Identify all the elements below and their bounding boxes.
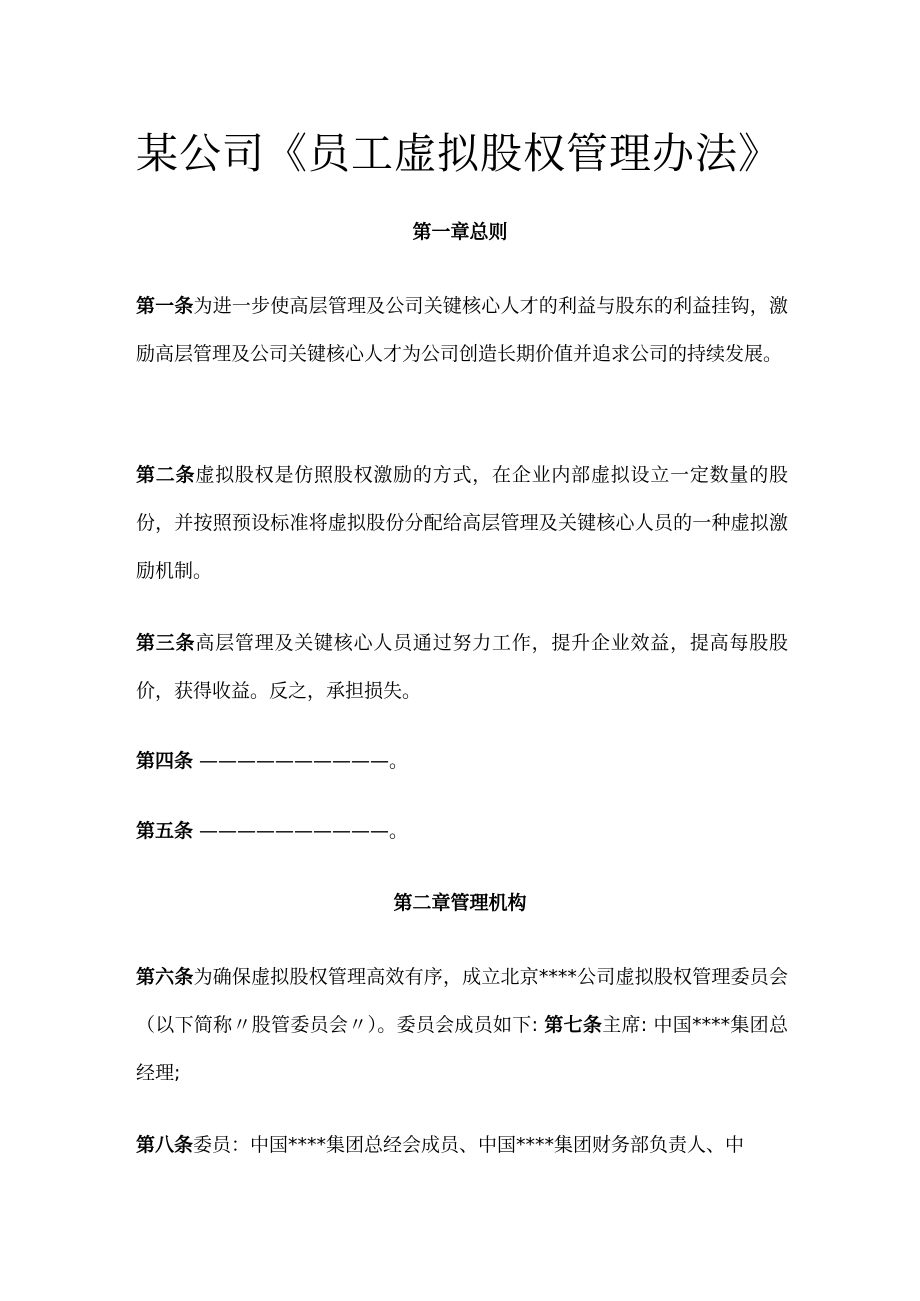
article-label: 第八条 xyxy=(136,1134,194,1156)
article-6 xyxy=(136,953,788,1097)
article-text: ——————————。 xyxy=(193,820,409,842)
article-4 xyxy=(136,737,788,785)
chapter-heading-management-body: 第二章管理机构 xyxy=(393,892,527,914)
article-7-text: 主席: 中国****集团总经理; xyxy=(136,1014,788,1084)
article-3 xyxy=(136,619,788,715)
article-8 xyxy=(136,1121,788,1169)
article-label: 第三条 xyxy=(136,632,196,654)
article-1 xyxy=(136,282,788,378)
article-label: 第二条 xyxy=(136,464,196,486)
article-text: 为进一步使高层管理及公司关键核心人才的利益与股东的利益挂钩，激励高层管理及公司关键核心人才为公司创造长期价值并追求公司的持续发展。 xyxy=(136,295,788,365)
article-text: 高层管理及关键核心人员通过努力工作，提升企业效益，提高每股股价，获得收益。反之，承担损失。 xyxy=(136,632,788,702)
article-label: 第五条 xyxy=(136,820,194,842)
article-label: 第一条 xyxy=(136,295,194,317)
article-text: 为确保虚拟股权管理高效有序，成立北京****公司虚拟股权管理委员会（以下简称〃股管委员会〃）。委员会成员如下: xyxy=(136,966,788,1036)
document-title: 某公司《员工虚拟股权管理办法》 xyxy=(136,129,782,178)
article-7-label: 第七条 xyxy=(544,1014,603,1036)
article-label: 第六条 xyxy=(136,966,194,988)
article-5 xyxy=(136,807,788,855)
article-2 xyxy=(136,451,788,595)
article-text: ——————————。 xyxy=(193,750,409,772)
chapter-heading-general-provisions: 第一章总则 xyxy=(412,221,508,243)
article-text: 委员：中国****集团总经会成员、中国****集团财务部负责人、中 xyxy=(193,1134,745,1156)
article-text: 虚拟股权是仿照股权激励的方式，在企业内部虚拟设立一定数量的股份，并按照预设标准将虚拟股份分配给高层管理及关键核心人员的一种虚拟激励机制。 xyxy=(136,464,788,582)
article-label: 第四条 xyxy=(136,750,194,772)
